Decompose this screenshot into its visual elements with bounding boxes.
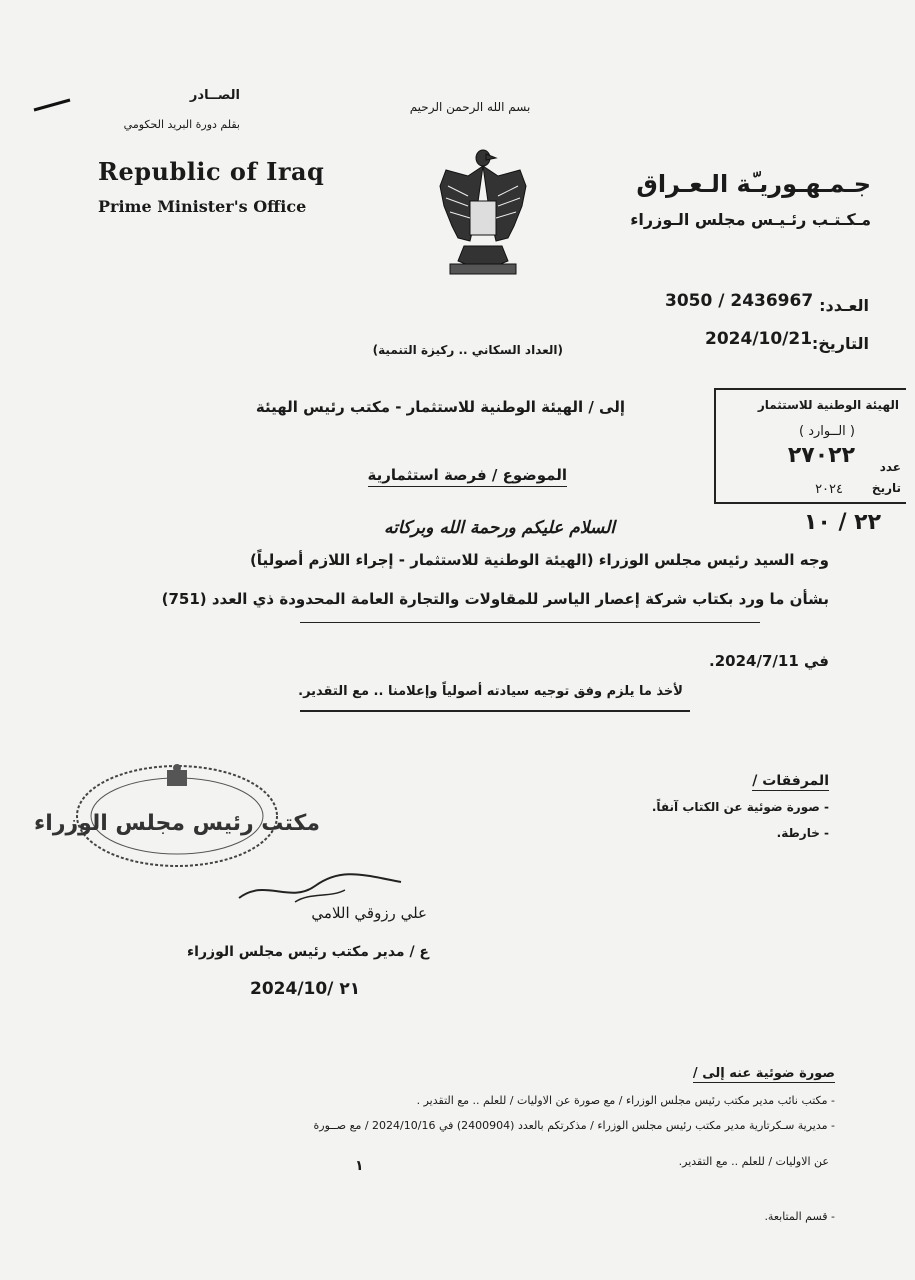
recipient-line: إلى / الهيئة الوطنية للاستثمار - مكتب رئيس الهيئة <box>255 398 625 416</box>
body-paragraph-3: في 2024/7/11. <box>709 652 829 670</box>
received-stamp-date-label: تاريخ <box>871 481 901 495</box>
seal-text: مكتب رئيس مجلس الوزراء <box>34 811 320 836</box>
pen-mark <box>32 98 72 112</box>
signer-title: ع / مدير مكتب رئيس مجلس الوزراء <box>187 944 429 960</box>
census-tagline: (العداد السكاني .. ركيزة التنمية) <box>372 343 563 357</box>
attachments-title: المرفقات / <box>752 773 829 789</box>
attachment-item: - خارطة. <box>776 826 829 840</box>
arabic-subtitle: مـكـتـب رئـيـس مجلس الـوزراء <box>630 210 871 229</box>
arabic-title: جـمـهـوريـّة الـعـراق <box>636 170 871 198</box>
english-subtitle: Prime Minister's Office <box>98 197 307 216</box>
copies-title: صورة ضوئية عنه إلى / <box>692 1066 835 1081</box>
outgoing-label: الصــادر <box>189 88 240 103</box>
received-stamp-date-mark: ٢٠٢٤ <box>815 482 843 497</box>
body-paragraph-1: وجه السيد رئيس مجلس الوزراء (الهيئة الوطنية للاستثمار - إجراء اللازم أصولياً) <box>249 551 829 569</box>
copy-recipient-continuation: عن الاوليات / للعلم .. مع التقدير. <box>678 1155 829 1168</box>
body-paragraph-4: لأخذ ما يلزم وفق توجيه سيادته أصولياً وإعلامنا .. مع التقدير. <box>298 684 683 699</box>
reference-number-value: 3050 / 2436967 <box>665 291 814 311</box>
english-title: Republic of Iraq <box>98 157 325 186</box>
copy-recipient: - مكتب نائب مدير مكتب رئيس مجلس الوزراء / مع صورة عن الاوليات / للعلم .. مع التقدير . <box>416 1094 835 1107</box>
page-mark: ١ <box>355 1158 364 1174</box>
received-stamp-title: ( الــوارد ) <box>799 424 855 439</box>
signature-date: 2024/10/ ٢١ <box>250 979 361 999</box>
signer-name: علي رزوقي اللامي <box>311 904 427 922</box>
received-stamp-number: ٢٧٠٢٢ <box>787 443 855 468</box>
basmala: بسم الله الرحمن الرحيم <box>409 100 531 114</box>
reference-date-label: التاريخ: <box>811 334 869 353</box>
subject-line: الموضوع / فرصة استثمارية <box>368 466 567 487</box>
reference-date-value: 2024/10/21 <box>705 329 813 349</box>
body-paragraph-2: بشأن ما ورد بكتاب شركة إعصار الياسر للمقاولات والتجارة العامة المحدودة ذي العدد (751) <box>161 590 829 608</box>
copy-recipient: - قسم المتابعة. <box>764 1210 835 1223</box>
reference-number-label: العـدد: <box>819 296 869 315</box>
greeting: السلام عليكم ورحمة الله وبركاته <box>384 518 615 538</box>
copy-recipient: - مديرية سـكرتارية مدير مكتب رئيس مجلس الوزراء / مذكرتكم بالعدد (2400904) في 2024/10/16 / مع صــورة <box>313 1119 835 1132</box>
received-stamp-count-label: عدد <box>879 460 901 474</box>
received-stamp-org: الهيئة الوطنية للاستثمار <box>757 398 899 412</box>
handwritten-signature <box>235 868 405 908</box>
underline-mark <box>300 710 690 712</box>
iraq-eagle-emblem-icon <box>438 146 528 281</box>
attachment-item: - صورة ضوئية عن الكتاب آنفاً. <box>651 800 829 814</box>
underline-mark <box>300 622 760 623</box>
outgoing-sub-label: بقلم دورة البريد الحكومي <box>123 118 240 131</box>
office-seal-stamp <box>34 758 320 870</box>
received-stamp-handwritten-date: ٢٢ / ١٠ <box>803 510 881 535</box>
